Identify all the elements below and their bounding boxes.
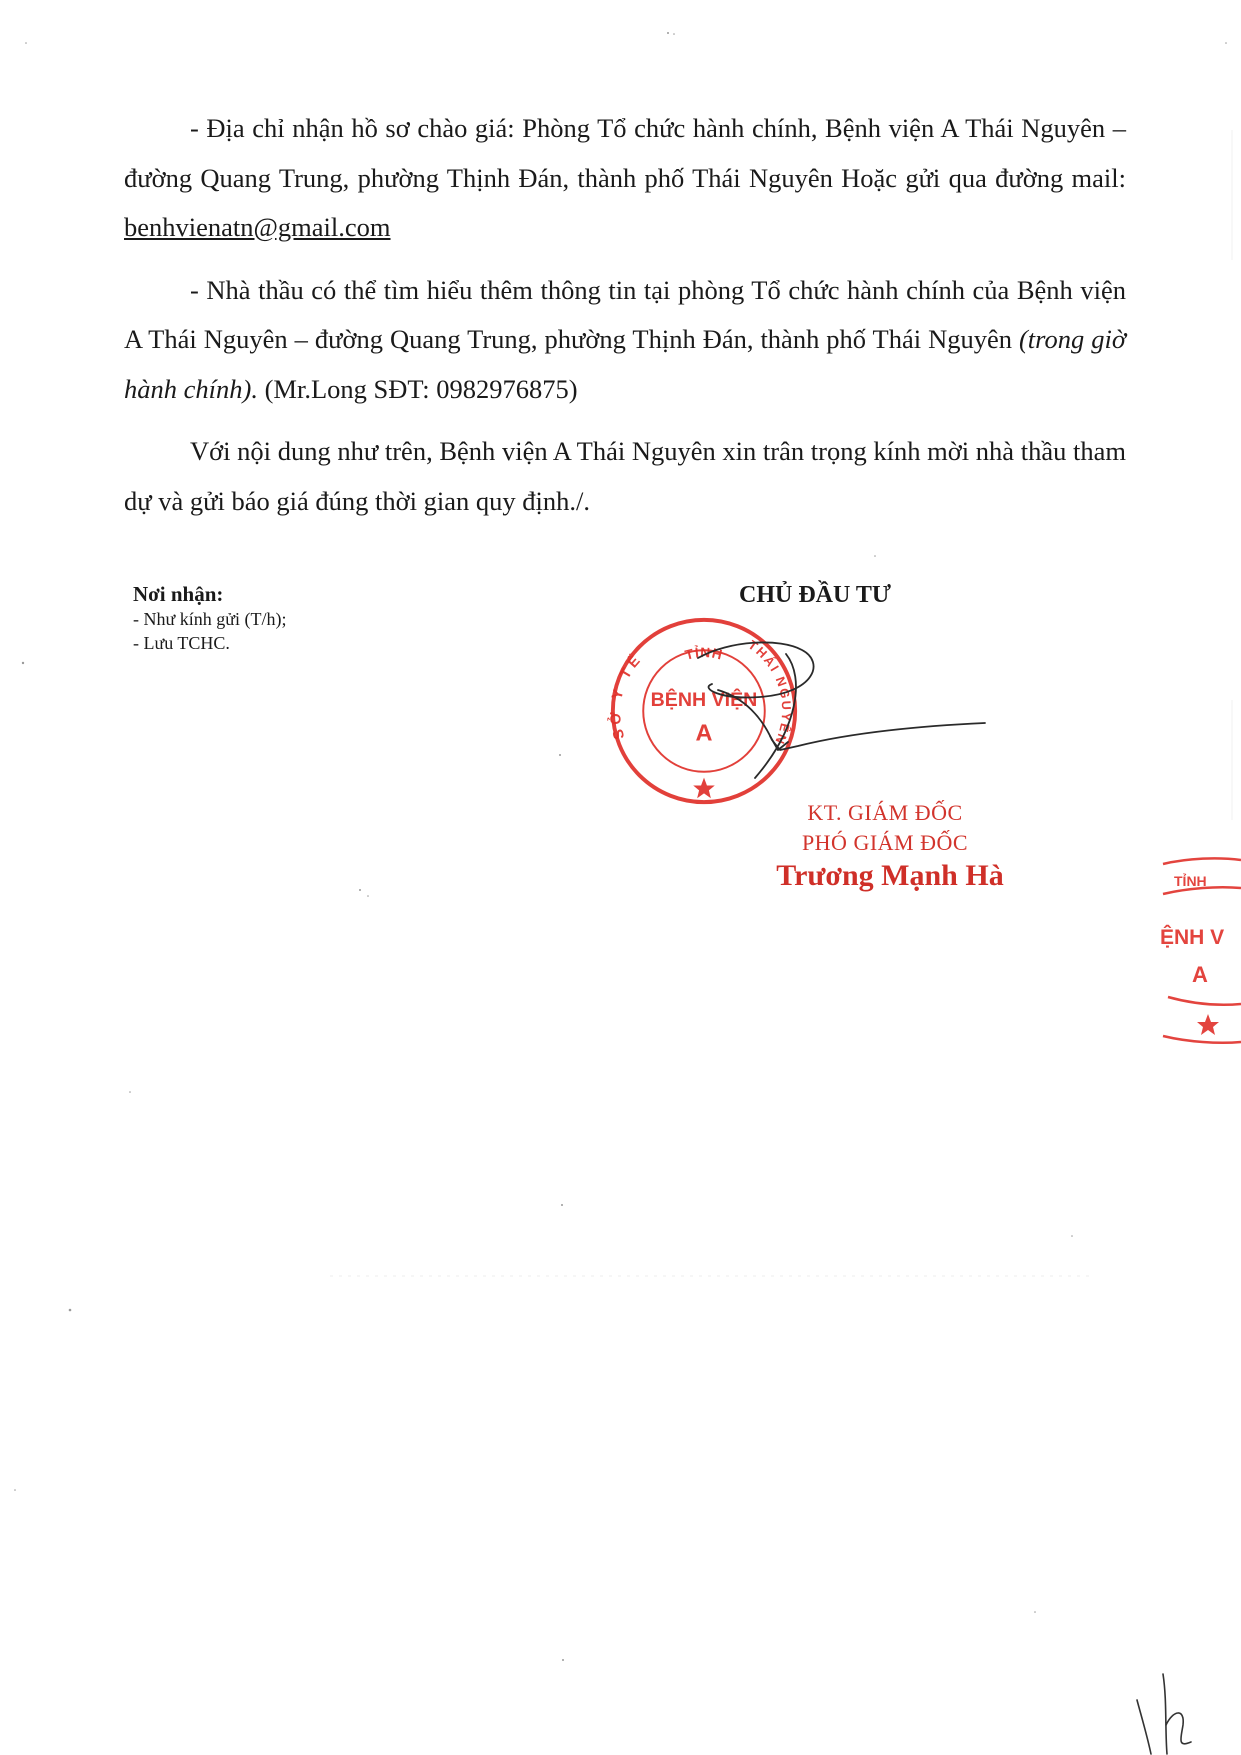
edge-stamp-star-icon (1197, 1014, 1219, 1035)
info-paragraph (124, 266, 1126, 415)
signature-title: CHỦ ĐẦU TƯ (738, 582, 891, 608)
recipients-title: Nơi nhận: (133, 582, 224, 606)
stamp-right-text: THÁI NGUYÊN (745, 637, 795, 748)
contact-info: (Mr.Long SĐT: 0982976875) (257, 373, 578, 404)
address-paragraph (124, 104, 1126, 253)
letter-body (124, 104, 1126, 539)
stamp-left-text: SỞ Y TẾ (607, 650, 647, 741)
edge-stamp-middle-text: ỆNH V (1160, 926, 1225, 949)
signer-name: Trương Mạnh Hà (776, 859, 1004, 892)
recipient-item: - Như kính gửi (T/h); (133, 609, 287, 629)
handwritten-signature (690, 638, 990, 788)
edge-stamp-top-text: TỈNH (1174, 873, 1207, 889)
stamp-letter: A (695, 719, 713, 746)
closing-paragraph: Với nội dung như trên, Bệnh viện A Thái Nguyên xin trân trọng kính mời nhà thầu tham dự và gửi báo giá đúng thời gian quy định./. (124, 436, 1126, 516)
edge-stamp-letter: A (1192, 962, 1208, 987)
address-text: - Địa chỉ nhận hồ sơ chào giá: Phòng Tổ chức hành chính, Bệnh viện A Thái Nguyên – đường Quang Trung, phường Thịnh Đán, thành phố Thái Nguyên Hoặc gửi qua đường mail: (124, 113, 1126, 193)
recipient-item: - Lưu TCHC. (133, 633, 230, 653)
signature-role-line2: PHÓ GIÁM ĐỐC (801, 830, 969, 855)
edge-seal-stamp (1158, 852, 1241, 1052)
handwritten-initial (1125, 1670, 1205, 1755)
office-hours-note: (trong giờ hành chính). (124, 324, 1126, 404)
recipients-block (133, 582, 287, 655)
signature-role-line1: KT. GIÁM ĐỐC (807, 800, 963, 825)
info-text: - Nhà thầu có thể tìm hiểu thêm thông tin tại phòng Tổ chức hành chính của Bệnh viện A Thái Nguyên – đường Quang Trung, phường Thịnh Đán, thành phố Thái Nguyên (124, 274, 1126, 354)
stamp-center-text: BỆNH VIỆN (650, 689, 758, 712)
email-link[interactable]: benhvienatn@gmail.com (124, 212, 391, 242)
stamp-top-text: TỈNH (683, 644, 725, 663)
